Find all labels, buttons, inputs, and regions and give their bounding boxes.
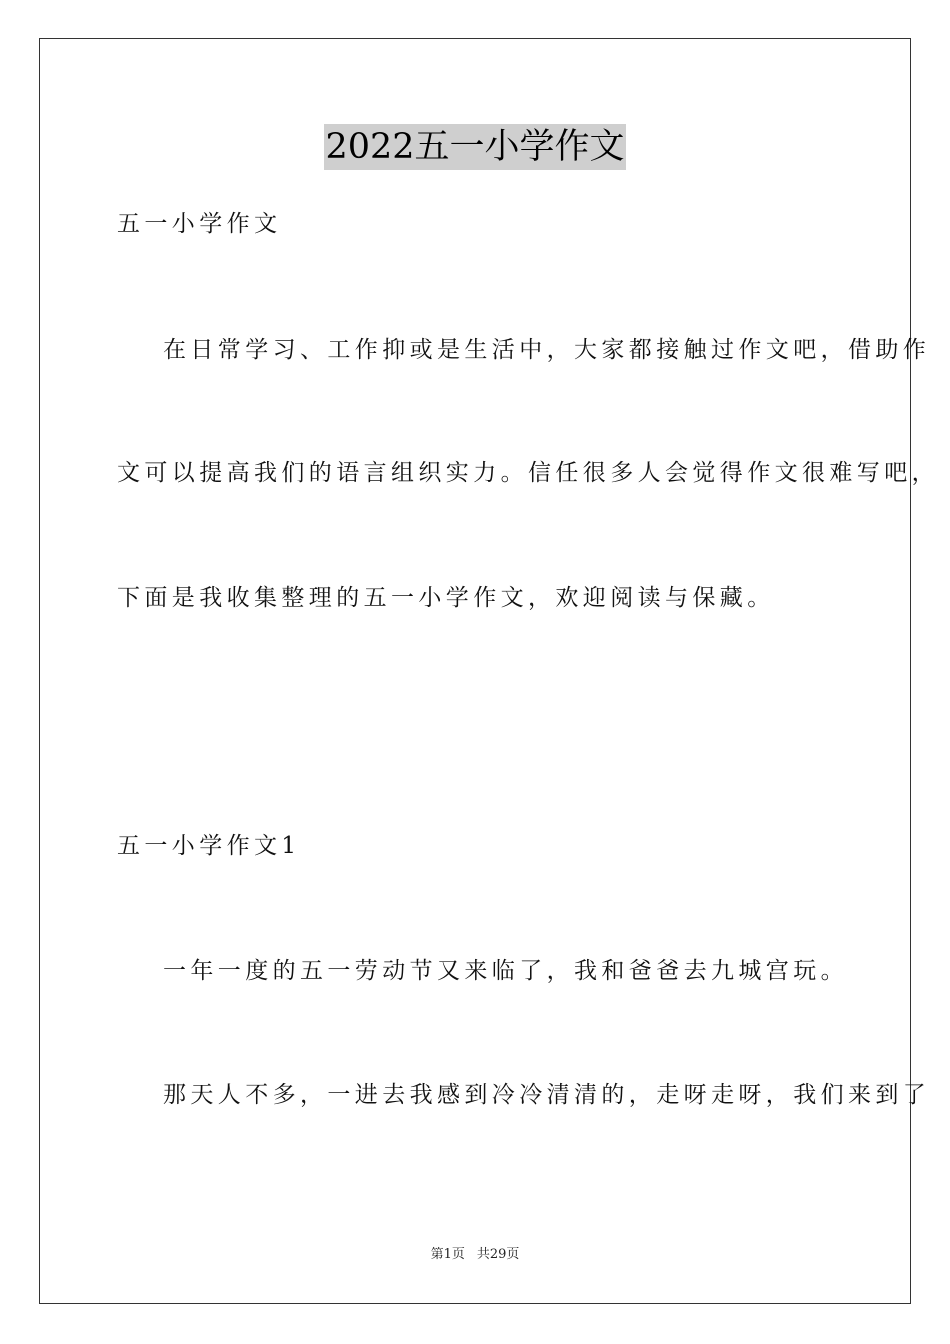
document-heading: 五一小学作文: [117, 211, 282, 237]
page-number: 第1页: [430, 1247, 465, 1262]
page-total: 共29页: [476, 1247, 520, 1262]
section-heading: 五一小学作文1: [117, 833, 301, 859]
title-container: [0, 124, 950, 170]
intro-line-3: 下面是我收集整理的五一小学作文，欢迎阅读与保藏。: [117, 585, 775, 611]
intro-line-1: 在日常学习、工作抑或是生活中，大家都接触过作文吧，借助作: [163, 337, 931, 363]
intro-line-2: 文可以提高我们的语言组织实力。信任很多人会觉得作文很难写吧，: [117, 460, 939, 486]
page-footer: [0, 1246, 950, 1264]
document-title: 2022五一小学作文: [324, 124, 625, 170]
section-line-1: 一年一度的五一劳动节又来临了，我和爸爸去九城宫玩。: [163, 958, 848, 984]
section-line-2: 那天人不多，一进去我感到冷冷清清的，走呀走呀，我们来到了: [163, 1082, 931, 1108]
